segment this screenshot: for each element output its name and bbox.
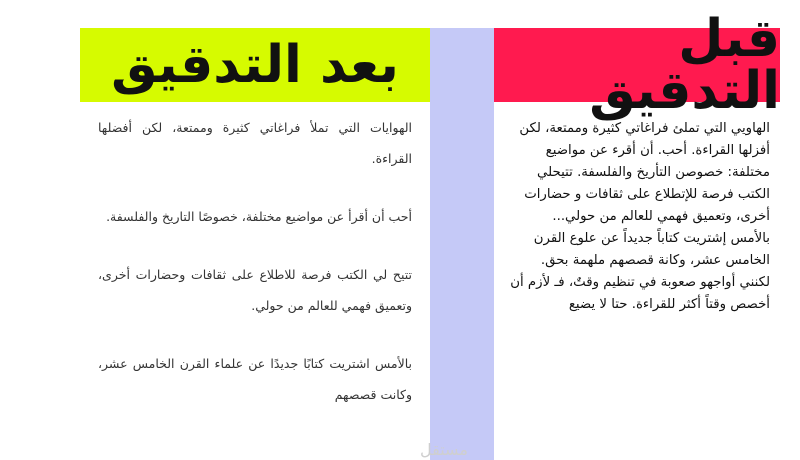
divider-panel <box>430 28 494 460</box>
before-paragraph: بالأمس إشتريت كتاباً جديداً عن علوع القرن الخامس عشر، وكانة قصصهم ملهمة بحق. <box>533 231 770 268</box>
before-text <box>494 102 780 316</box>
after-proofreading-panel <box>80 28 430 460</box>
after-title: بعد التدقيق <box>111 35 399 95</box>
before-paragraph: الهاويي التي تملئ فراغاتي كثيرة وممتعة، لكن أفزلها القراءة. أحب. أن أقرء عن مواضيع مختلفة: خصوصن التأريخ والفلسفة. تتيحلي الكتب فرصة للإتطلاع على ثقافات و حضارات أخرى، وتعميق فهمي للعالم من حولي... <box>519 121 770 224</box>
before-banner <box>494 9 780 121</box>
after-paragraph: الهوايات التي تملأ فراغاتي كثيرة وممتعة، لكن أفضلها القراءة. <box>98 120 412 166</box>
after-paragraph: تتيح لي الكتب فرصة للاطلاع على ثقافات وحضارات أخرى، وتعميق فهمي للعالم من حولي. <box>98 267 412 313</box>
watermark: مستقل <box>420 440 468 459</box>
after-paragraph: أحب أن أقرأ عن مواضيع مختلفة، خصوصًا التاريخ والفلسفة. <box>106 209 412 224</box>
after-banner <box>80 28 430 102</box>
before-proofreading-panel <box>494 9 780 460</box>
before-title: قبل التدقيق <box>589 9 780 121</box>
before-paragraph: لكنني أواجهو صعوبة في تنظيم وقتٌ، فـ لأزم أن أخصص وقتاً أكثر للقراءة. حتا لا يضيع <box>510 275 770 312</box>
after-text <box>80 102 430 410</box>
after-paragraph: بالأمس اشتريت كتابًا جديدًا عن علماء القرن الخامس عشر، وكانت قصصهم <box>98 356 412 402</box>
